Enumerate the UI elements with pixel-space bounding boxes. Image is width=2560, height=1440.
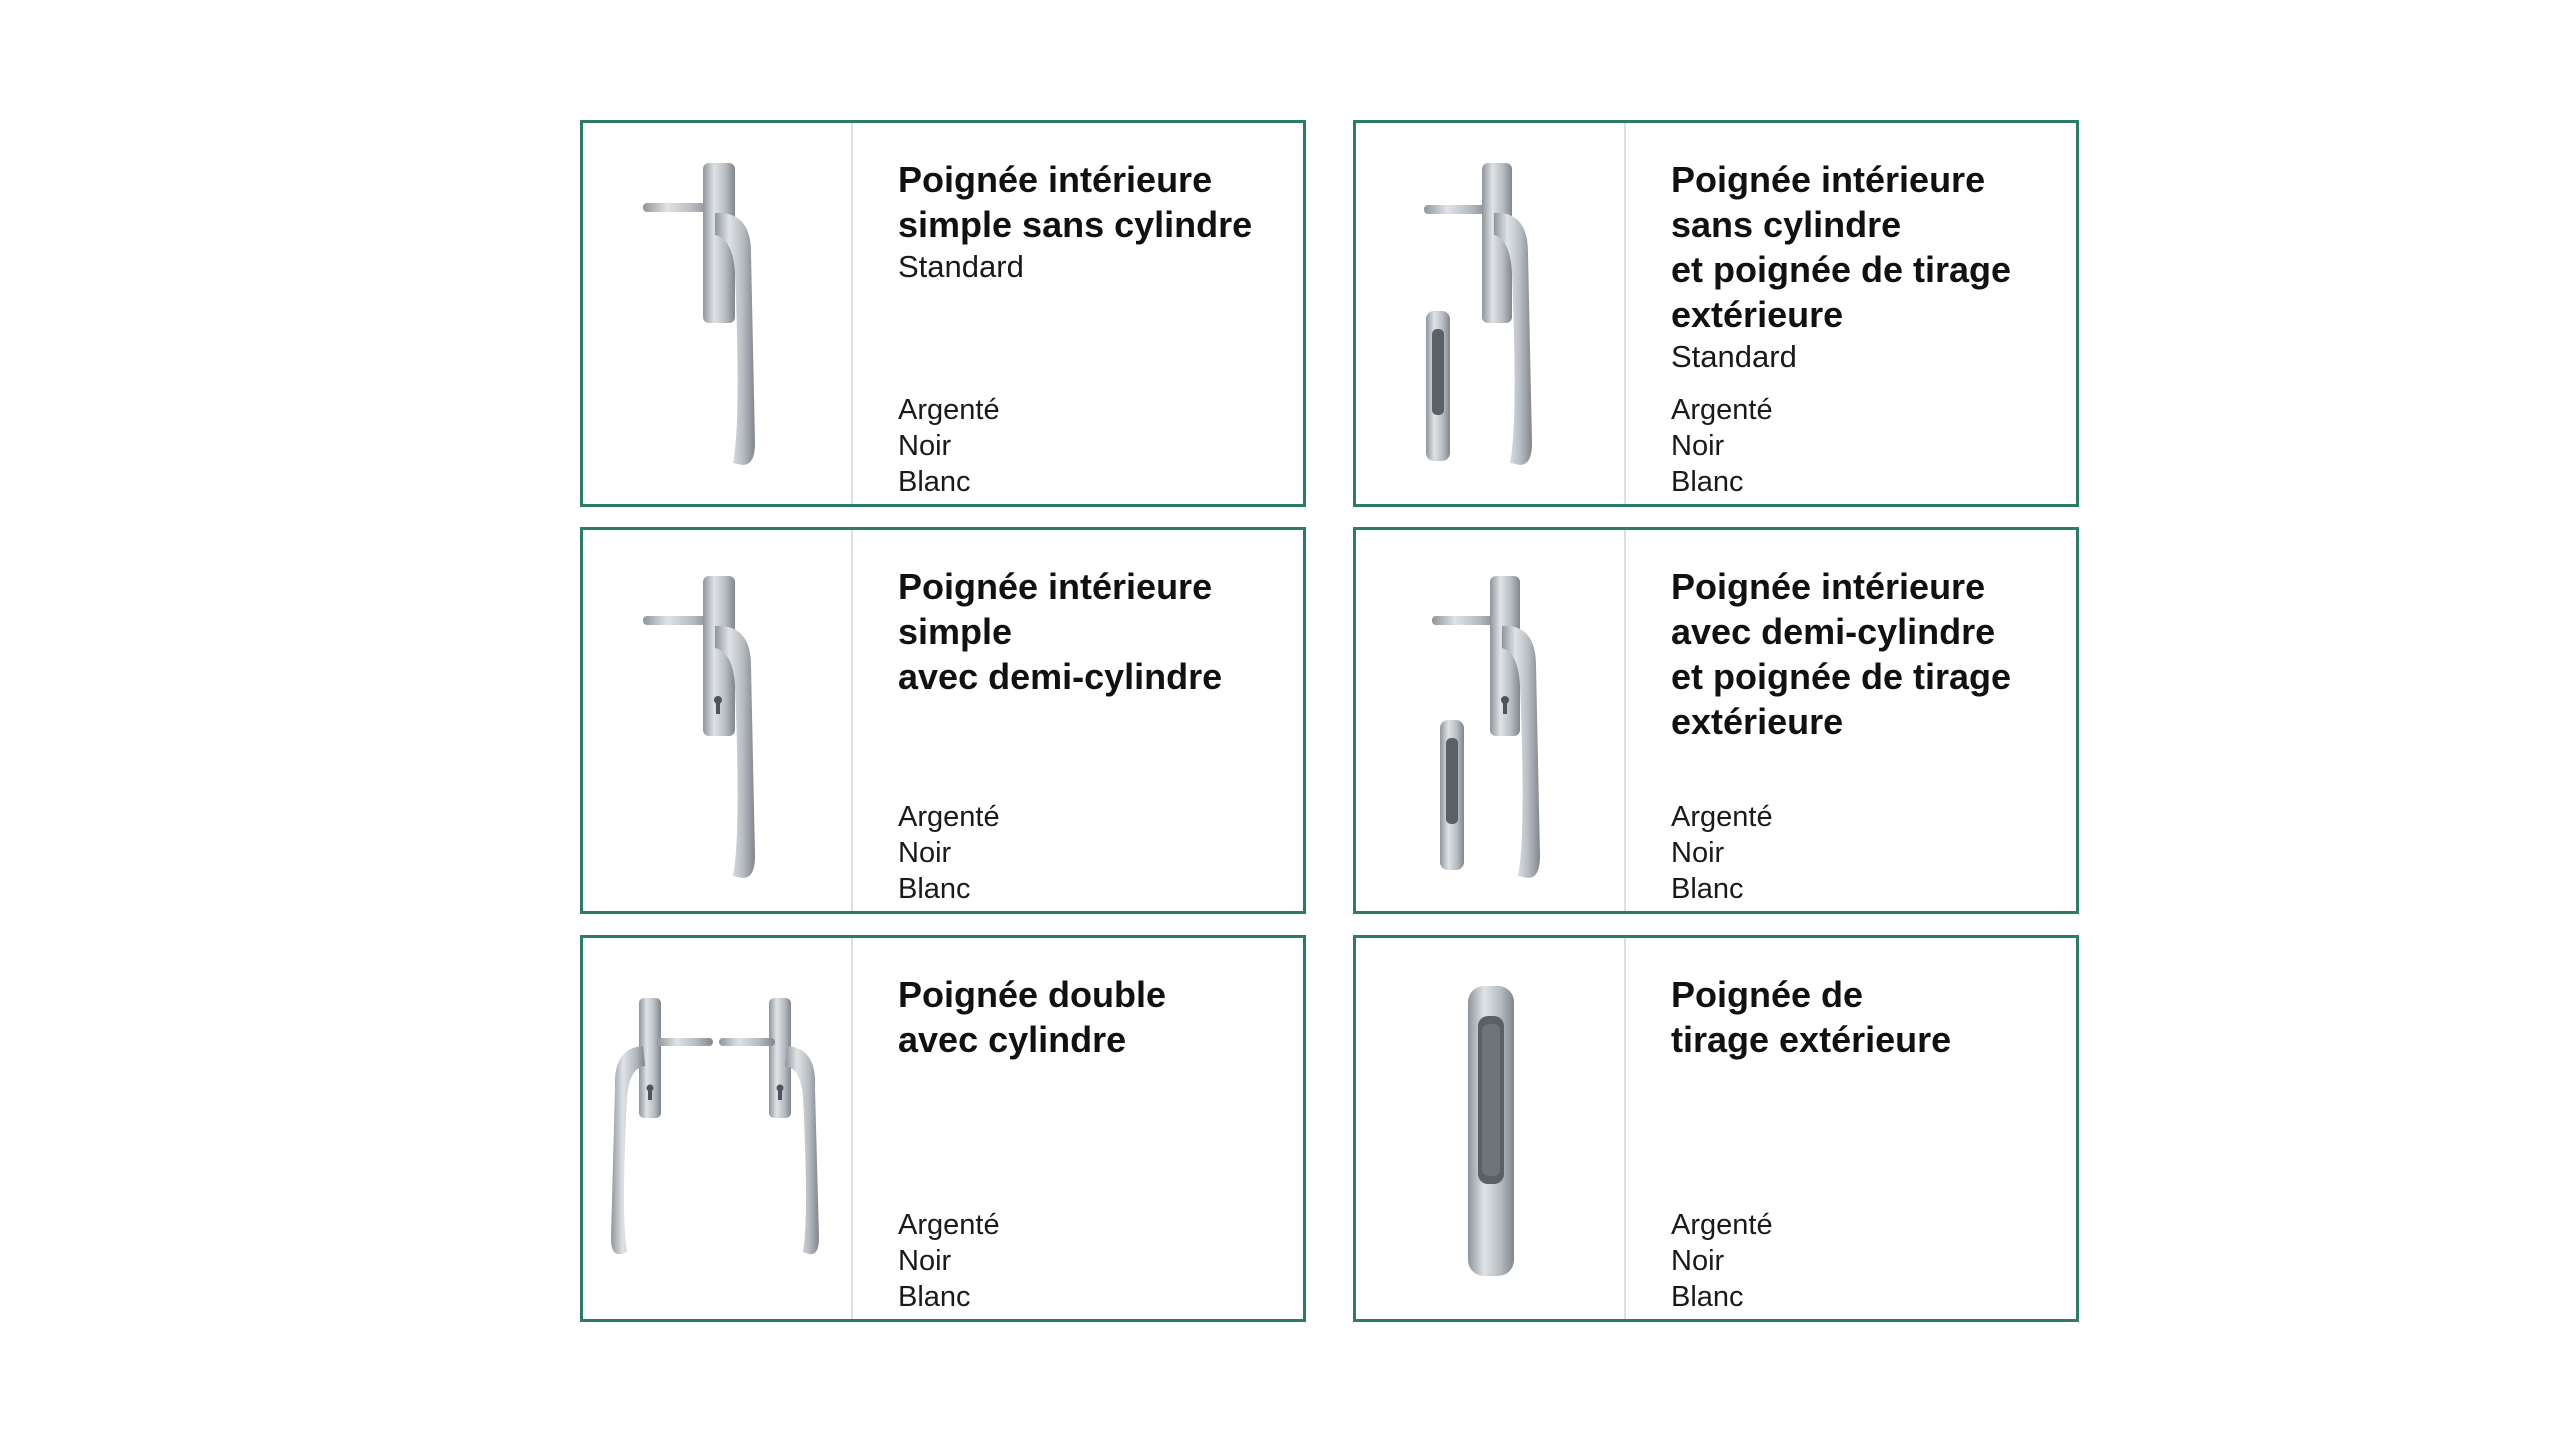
- color-list: [898, 799, 1000, 907]
- color-option: Argenté: [1671, 1209, 1773, 1241]
- product-text: [1671, 972, 2056, 1319]
- product-text: [1671, 157, 2056, 504]
- color-option: Noir: [898, 1245, 952, 1277]
- product-title: Poignée intérieure simple avec demi-cylindre: [898, 566, 1223, 697]
- color-option: Argenté: [1671, 801, 1773, 833]
- color-option: Blanc: [898, 1281, 971, 1313]
- color-option: Noir: [1671, 837, 1725, 869]
- product-title: Poignée intérieure avec demi-cylindre et poignée de tirage extérieure: [1671, 566, 2012, 742]
- product-image-cell: [583, 938, 853, 1319]
- color-option: Blanc: [1671, 873, 1744, 905]
- product-title: Poignée de tirage extérieure: [1671, 974, 1952, 1060]
- color-option: Blanc: [1671, 466, 1744, 498]
- product-card-double-cylindre[interactable]: [580, 935, 1306, 1322]
- color-list: [1671, 392, 1773, 500]
- color-list: [1671, 799, 1773, 907]
- color-option: Blanc: [1671, 1281, 1744, 1313]
- pull-handle-icon: [1356, 938, 1626, 1319]
- product-title: Poignée intérieure sans cylindre et poignée de tirage extérieure: [1671, 159, 2012, 335]
- color-list: [1671, 1207, 1773, 1315]
- window-handle-icon: [583, 123, 853, 504]
- color-option: Noir: [1671, 430, 1725, 462]
- product-card-tirage-exterieure[interactable]: [1353, 935, 2079, 1322]
- window-handle-with-pull-icon: [1356, 123, 1626, 504]
- product-card-sans-cylindre-tirage[interactable]: [1353, 120, 2079, 507]
- window-handle-lock-icon: [583, 530, 853, 911]
- product-grid: [580, 120, 2080, 1330]
- window-handle-lock-with-pull-icon: [1356, 530, 1626, 911]
- product-image-cell: [1356, 530, 1626, 911]
- product-title: Poignée intérieure simple sans cylindre: [898, 159, 1253, 245]
- product-text: [898, 157, 1283, 504]
- product-card-simple-sans-cylindre[interactable]: [580, 120, 1306, 507]
- product-text: [1671, 564, 2056, 911]
- product-text: [898, 564, 1283, 911]
- product-image-cell: [1356, 938, 1626, 1319]
- product-card-simple-demi-cylindre[interactable]: [580, 527, 1306, 914]
- color-option: Argenté: [898, 1209, 1000, 1241]
- color-option: Noir: [898, 837, 952, 869]
- product-card-demi-cylindre-tirage[interactable]: [1353, 527, 2079, 914]
- color-option: Noir: [1671, 1245, 1725, 1277]
- color-option: Blanc: [898, 873, 971, 905]
- color-option: Argenté: [898, 394, 1000, 426]
- product-image-cell: [1356, 123, 1626, 504]
- color-option: Blanc: [898, 466, 971, 498]
- product-subtitle: Standard: [1671, 339, 1797, 374]
- color-option: Argenté: [1671, 394, 1773, 426]
- color-option: Argenté: [898, 801, 1000, 833]
- product-image-cell: [583, 123, 853, 504]
- product-title: Poignée double avec cylindre: [898, 974, 1167, 1060]
- color-list: [898, 1207, 1000, 1315]
- color-option: Noir: [898, 430, 952, 462]
- product-image-cell: [583, 530, 853, 911]
- product-subtitle: Standard: [898, 249, 1024, 284]
- color-list: [898, 392, 1000, 500]
- product-text: [898, 972, 1283, 1319]
- double-handle-icon: [583, 938, 853, 1319]
